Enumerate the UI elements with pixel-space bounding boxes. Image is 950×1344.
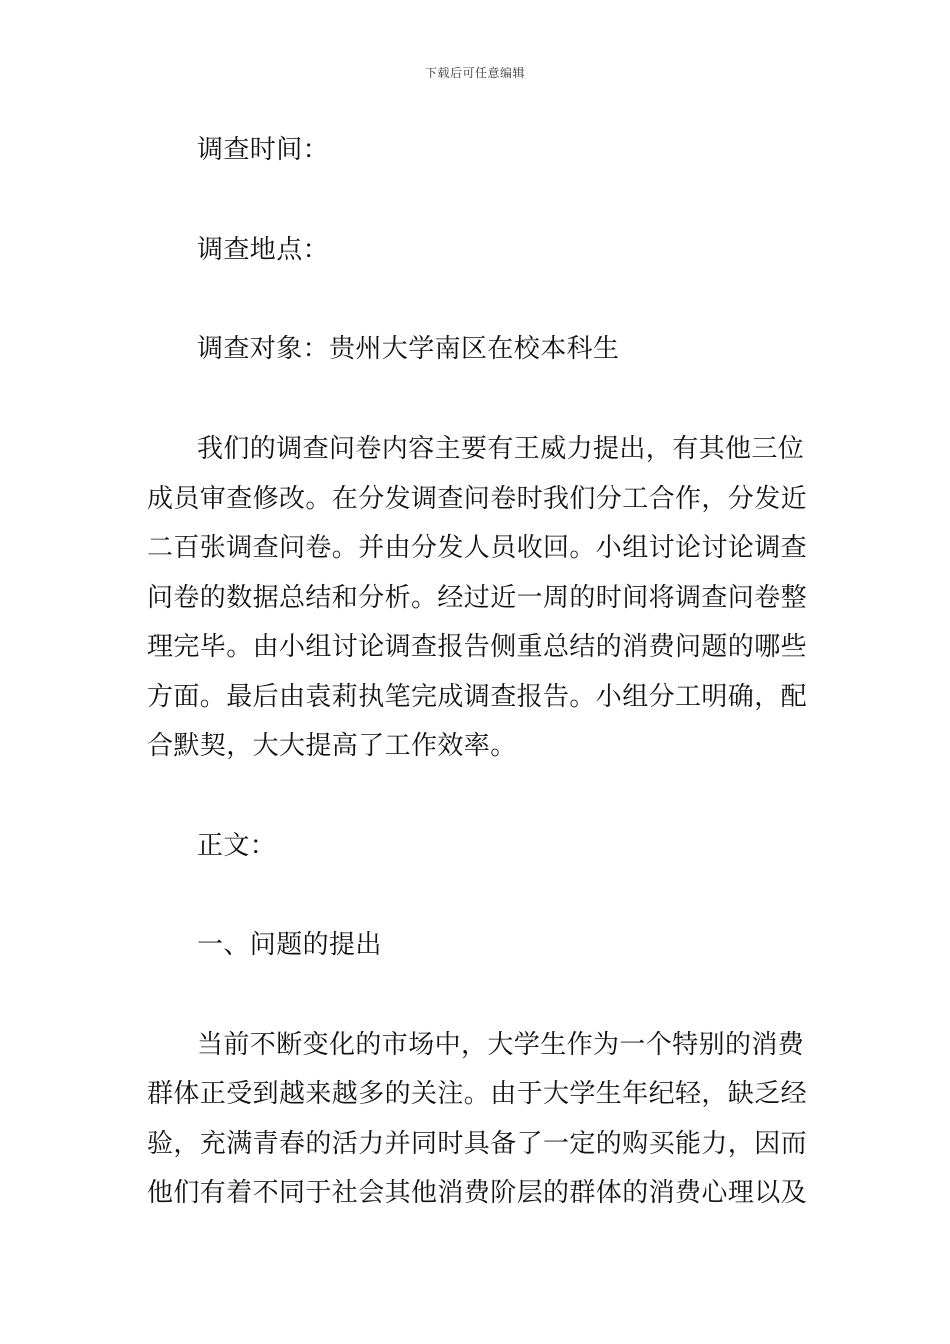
paragraph-line: 方面。最后由袁莉执笔完成调查报告。小组分工明确，配: [147, 682, 808, 712]
survey-time-label: 调查时间：: [197, 135, 330, 165]
page-header: 下载后可任意编辑: [424, 66, 525, 80]
paragraph-line: 当前不断变化的市场中，大学生作为一个特别的消费: [197, 1030, 805, 1060]
paragraph-line: 二百张调查问卷。并由分发人员收回。小组讨论讨论调查: [147, 533, 808, 563]
body-label: 正文：: [197, 831, 277, 861]
paragraph-line: 群体正受到越来越多的关注。由于大学生年纪轻，缺乏经: [147, 1079, 808, 1109]
paragraph-line: 我们的调查问卷内容主要有王威力提出，有其他三位: [197, 434, 805, 464]
paragraph-line: 他们有着不同于社会其他消费阶层的群体的消费心理以及: [147, 1178, 808, 1208]
paragraph-line: 成员审查修改。在分发调查问卷时我们分工合作，分发近: [147, 484, 808, 514]
survey-place-label: 调查地点：: [197, 235, 330, 265]
paragraph-line: 问卷的数据总结和分析。经过近一周的时间将调查问卷整: [147, 583, 808, 613]
section-title: 一、问题的提出: [197, 930, 382, 960]
paragraph-line: 理完毕。由小组讨论调查报告侧重总结的消费问题的哪些: [147, 632, 808, 662]
paragraph-line: 验，充满青春的活力并同时具备了一定的购买能力，因而: [147, 1129, 808, 1159]
paragraph-line: 合默契，大大提高了工作效率。: [147, 731, 517, 761]
survey-subject-label: 调查对象：贵州大学南区在校本科生: [197, 334, 620, 364]
